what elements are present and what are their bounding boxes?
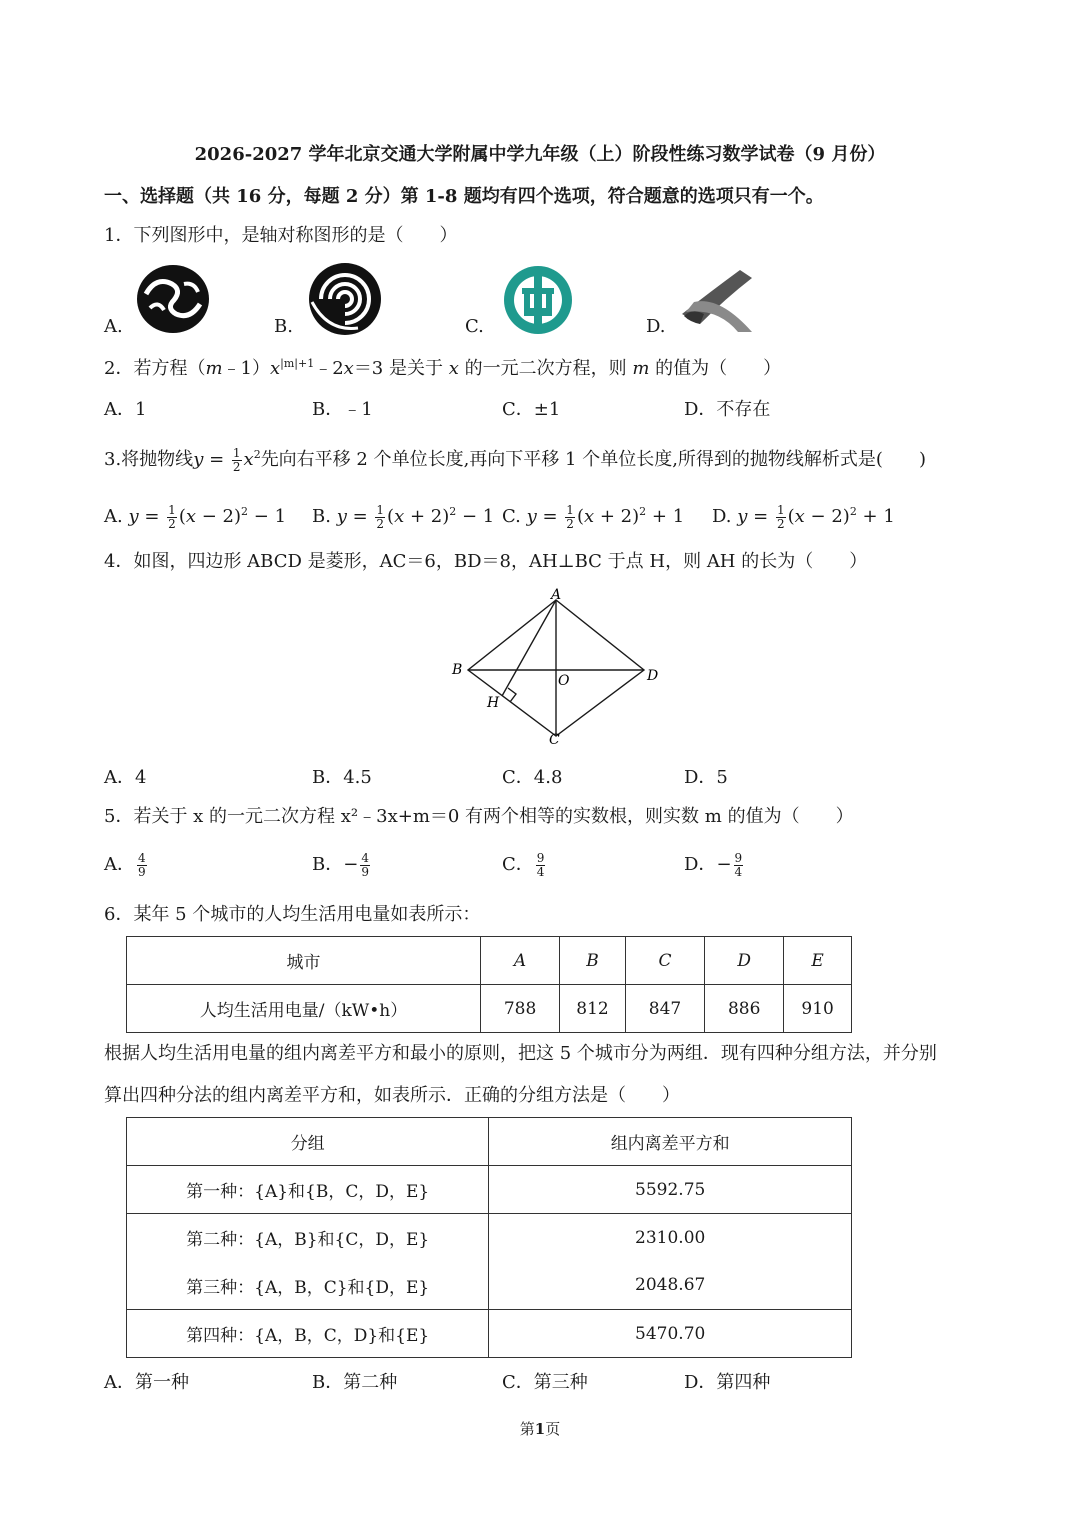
table-cell: 第二种：{A，B}和{C，D，E} <box>127 1214 489 1262</box>
q3-option-d: D. y = $\frac{1}{2}$ $(x - 2)^2 + 1$ <box>712 502 895 531</box>
q6-paragraph-2: 算出四种分法的组内离差平方和，如表所示．正确的分组方法是（ ） <box>104 1085 680 1106</box>
table-header-cell: A <box>480 937 559 985</box>
question-2-stem: 2．若方程$(m﹣1)x^{|m|+1}﹣2x=3$ 是关于 x 的一元二次方程，则 m 的值为（ ） <box>104 357 782 379</box>
spiral-logo-icon <box>308 262 382 336</box>
q3-option-c: C. y = $\frac{1}{2}$ $(x + 2)^2 + 1$ <box>502 502 685 531</box>
table-cell: 886 <box>705 985 784 1033</box>
table-cell: 812 <box>560 985 626 1033</box>
q4-option-c: C．4.8 <box>502 767 563 788</box>
table-cell: 910 <box>784 985 852 1033</box>
table-header-cell: D <box>705 937 784 985</box>
question-3-stem: 3.将抛物线y = $\frac{1}{2}$ $x^2$先向右平移 2 个单位长度,再向下平移 1 个单位长度,所得到的抛物线解析式是( ) <box>104 445 926 474</box>
table-cell: 2310.00 <box>489 1214 852 1262</box>
question-6-stem: 6．某年 5 个城市的人均生活用电量如表所示： <box>104 904 481 925</box>
table-row <box>127 1310 852 1358</box>
rhombus-diagram <box>446 588 666 750</box>
q5-option-b: B．− $\frac{4}{9}$ <box>312 850 369 879</box>
q1-label-d: D. <box>646 316 666 337</box>
q5-option-d: D．− $\frac{9}{4}$ <box>684 850 743 879</box>
table-header-cell: E <box>784 937 852 985</box>
q5-option-c: C． $\frac{9}{4}$ <box>502 850 545 879</box>
table-row <box>127 1214 852 1262</box>
bank-logo-icon <box>500 264 576 336</box>
table-cell: 第三种：{A，B，C}和{D，E} <box>127 1262 489 1310</box>
table-cell: 788 <box>480 985 559 1033</box>
q5-option-a: A． $\frac{4}{9}$ <box>104 850 146 879</box>
table-header-row <box>127 1118 852 1166</box>
table-cell: 第一种：{A}和{B，C，D，E} <box>127 1166 489 1214</box>
q4-option-d: D．5 <box>684 767 728 788</box>
q6-option-d: D．第四种 <box>684 1372 771 1393</box>
question-5-stem: 5．若关于 x 的一元二次方程 x²﹣3x+m＝0 有两个相等的实数根，则实数 m 的值为（ ） <box>104 806 854 827</box>
table-cell: 第四种：{A，B，C，D}和{E} <box>127 1310 489 1358</box>
q1-label-b: B. <box>274 316 293 337</box>
section-heading: 一、选择题（共 16 分，每题 2 分）第 1-8 题均有四个选项，符合题意的选项只有一个。 <box>104 186 824 207</box>
point-label-d: D <box>647 668 659 684</box>
table-cell: 5592.75 <box>489 1166 852 1214</box>
q2-option-c: C．±1 <box>502 399 561 420</box>
grouping-table <box>126 1117 852 1358</box>
electricity-table <box>126 936 852 1033</box>
table-header-row <box>127 937 852 985</box>
q2-option-b: B．﹣1 <box>312 399 373 420</box>
table-header-cell: B <box>560 937 626 985</box>
swirl-logo-icon <box>136 264 210 334</box>
q3-option-a: A. y = $\frac{1}{2}$ $(x - 2)^2 - 1$ <box>104 502 287 531</box>
question-1-stem: 1．下列图形中，是轴对称图形的是（ ） <box>104 225 458 246</box>
ribbon-logo-icon <box>680 268 756 334</box>
q1-label-a: A. <box>104 316 123 337</box>
table-row <box>127 1166 852 1214</box>
table-cell: 5470.70 <box>489 1310 852 1358</box>
table-row <box>127 1262 852 1310</box>
q2-option-a: A．1 <box>104 399 147 420</box>
q4-option-b: B．4.5 <box>312 767 372 788</box>
q6-option-b: B．第二种 <box>312 1372 398 1393</box>
table-cell: 847 <box>625 985 704 1033</box>
page-title: 2026-2027 学年北京交通大学附属中学九年级（上）阶段性练习数学试卷（9 月份） <box>194 144 886 165</box>
table-header-cell: 分组 <box>127 1118 489 1166</box>
q2-option-d: D．不存在 <box>684 399 771 420</box>
question-4-stem: 4．如图，四边形 ABCD 是菱形，AC＝6，BD＝8，AH⊥BC 于点 H，则 AH 的长为（ ） <box>104 551 868 572</box>
table-cell: 2048.67 <box>489 1262 852 1310</box>
table-header-cell: 组内离差平方和 <box>489 1118 852 1166</box>
point-label-o: O <box>558 673 570 689</box>
q6-option-a: A．第一种 <box>104 1372 189 1393</box>
table-row <box>127 985 852 1033</box>
q4-option-a: A．4 <box>104 767 147 788</box>
table-header-cell: 城市 <box>127 937 481 985</box>
point-label-a: A <box>551 588 562 603</box>
point-label-c: C <box>549 732 560 748</box>
point-label-b: B <box>452 662 463 678</box>
q6-option-c: C．第三种 <box>502 1372 588 1393</box>
point-label-h: H <box>487 695 500 711</box>
table-header-cell: C <box>625 937 704 985</box>
table-cell: 人均生活用电量/（kW•h） <box>127 985 481 1033</box>
q1-label-c: C. <box>465 316 484 337</box>
q6-paragraph-1: 根据人均生活用电量的组内离差平方和最小的原则，把这 5 个城市分为两组．现有四种分组方法，并分别 <box>104 1043 937 1064</box>
page-number: 第1页 <box>519 1420 561 1438</box>
q3-option-b: B. y = $\frac{1}{2}$ $(x + 2)^2 - 1$ <box>312 502 495 531</box>
